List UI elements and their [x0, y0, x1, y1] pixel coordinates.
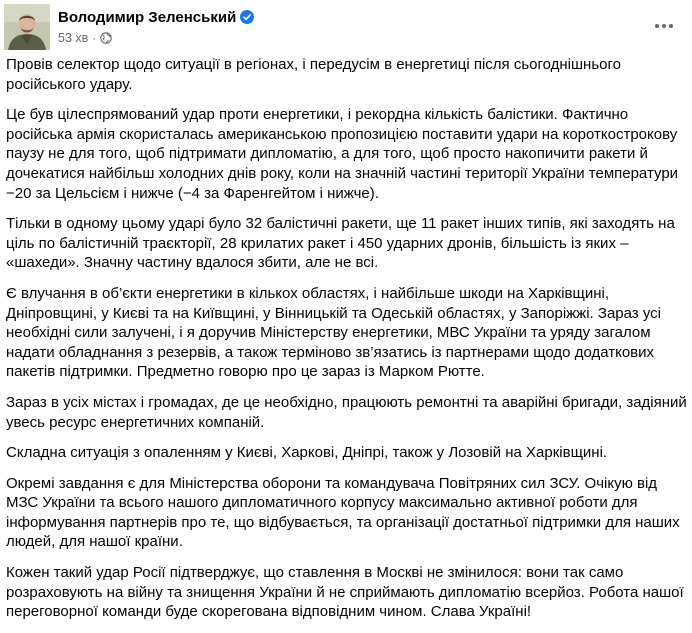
author-name-link[interactable]: Володимир Зеленський [58, 8, 237, 26]
post-paragraph-6: Складна ситуація з опаленням у Києві, Харкові, Дніпрі, також у Лозовій на Харківщині. [6, 444, 608, 462]
post-header [4, 4, 688, 52]
post-meta [58, 29, 112, 47]
more-options-button[interactable] [650, 12, 678, 40]
post-paragraph-8: Кожен такий удар Росії підтверджує, що ставлення в Москві не змінилося: вони так само розраховують на війну та знищення України й не сприймають дипломатію всерйоз. Робота нашої переговорної команди буде скорегована відповідним чином. Слава Україні! [6, 564, 684, 621]
post-timestamp-link[interactable]: 53 хв [58, 31, 89, 45]
meta-separator: · [92, 31, 97, 45]
post-paragraph-2: Це був цілеспрямований удар проти енергетики, і рекордна кількість балістики. Фактично російська армія скористалась американською пропозицією поставити удари на короткострокову паузу не для того, щоб підтримати дипломатію, а для того, щоб просто накопичити ракети й дочекатися найбільш холодних днів року, коли на значній частині території України температури −20 за Цельсієм і нижче (−4 за Фаренгейтом і нижче). [6, 106, 679, 202]
post-paragraph-7: Окремі завдання є для Міністерства оборони та командувача Повітряних сил ЗСУ. Очікую від МЗС України та всього нашого дипломатичного корпусу максимально активної роботи для інформування партнерів про те, що відбувається, та організації достатньої підтримки для наших людей, для нашої країни. [6, 474, 680, 551]
post-body [6, 55, 688, 633]
author-avatar[interactable] [4, 4, 50, 50]
author-line [58, 7, 254, 27]
post-paragraph-5: Зараз в усіх містах і громадах, де це необхідно, працюють ремонтні та аварійні бригади, задіяний увесь ресурс енергетичних компаній. [6, 393, 687, 431]
globe-icon[interactable] [100, 32, 112, 44]
avatar-portrait-icon [4, 4, 50, 50]
more-horizontal-icon [654, 23, 674, 29]
post-paragraph-4: Є влучання в об’єкти енергетики в кількох областях, і найбільше шкоди на Харківщині, Дніпровщині, у Києві та на Київщині, у Вінницькій та Одеській областях, у Запоріжжі. Зараз усі необхідні сили залучені, і я доручив Міністерству енергетики, МВС України та уряду загалом надати обладнання з резервів, а також терміново зв’язатись із партнерами щодо додаткових пакетів підтримки. Предметно говорю про це зараз із Марком Рютте. [6, 284, 662, 381]
post-paragraph-1: Провів селектор щодо ситуації в регіонах, і передусім в енергетиці після сьогоднішнього російського удару. [6, 56, 621, 93]
verified-badge-icon [240, 10, 254, 24]
post-paragraph-3: Тільки в одному цьому ударі було 32 балістичні ракети, ще 11 ракет інших типів, які заходять на ціль по балістичній траєкторії, 28 крилатих ракет і 450 ударних дронів, більшість із яких – «шахеди». Значну частину вдалося збити, але не всі. [6, 215, 675, 272]
